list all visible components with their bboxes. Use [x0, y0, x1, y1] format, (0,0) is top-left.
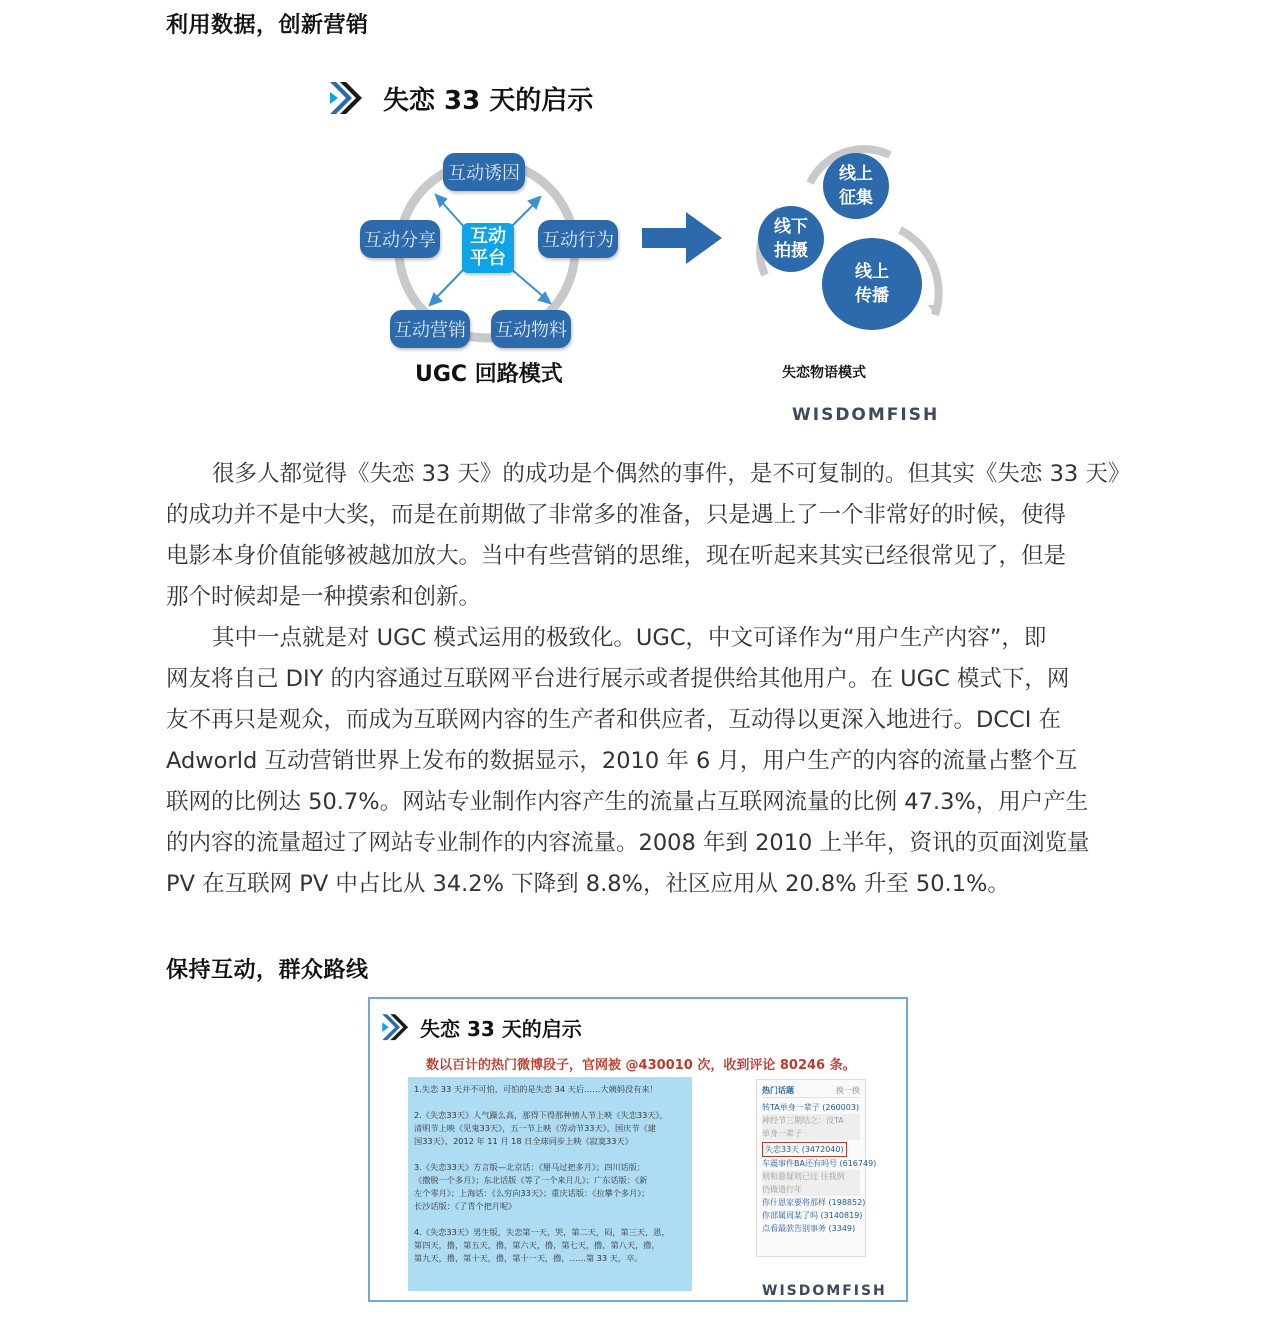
circle-online-spread	[822, 238, 922, 330]
paragraph-2-line: 其中一点就是对 UGC 模式运用的极致化。UGC，中文可译作为“用户生产内容”，即	[212, 625, 1047, 651]
joke-line: 4.《失恋33天》男生版，失恋第一天，哭，第二天，闷，第三天，恩，	[414, 1227, 670, 1237]
topic-item[interactable]: 车震事件BA还有吗号 (616749)	[762, 1159, 877, 1168]
paragraph-1-line: 电影本身价值能够被越加放大。当中有些营销的思维，现在听起来其实已经很常见了，但是	[166, 543, 1067, 569]
section-heading-2: 保持互动，群众路线	[166, 958, 369, 983]
joke-line: 清明节上映《见鬼33天》，五一节上映《劳动节33天》，国庆节《建	[414, 1123, 656, 1133]
topic-item[interactable]: 你部属周某了吗 (3140819)	[762, 1211, 863, 1220]
joke-line	[414, 1096, 686, 1109]
joke-line	[414, 1148, 686, 1161]
paragraph-2	[166, 618, 1114, 905]
paragraph-1	[166, 454, 1131, 618]
joke-line: 长沙话版：《了青个把月呢》	[414, 1201, 517, 1211]
center-line-2: 平台	[470, 248, 506, 269]
circle-2-line-1: 线下	[774, 217, 808, 237]
figure-weibo-screenshot	[368, 997, 908, 1302]
topic-item: 仍做道行年	[762, 1183, 860, 1196]
interaction-platform-node	[462, 223, 514, 273]
circle-2-line-2: 拍摄	[774, 241, 808, 261]
paragraph-2-line: PV 在互联网 PV 中占比从 34.2% 下降到 8.8%，社区应用从 20.8% 升至 50.1%。	[166, 871, 1010, 897]
circle-3-line-1: 线上	[855, 262, 889, 282]
figure-2-title: 失恋 33 天的启示	[420, 1017, 582, 1041]
section-heading-1: 利用数据，创新营销	[166, 13, 369, 38]
paragraph-2-line: Adworld 互动营销世界上发布的数据显示，2010 年 6 月，用户生产的内容的流量占整个互	[166, 748, 1078, 774]
wisdomfish-brand: WISDOMFISH	[792, 405, 940, 425]
joke-line: 第九天，撸，第十天，撸，第十一天，撸，……第 33 天，卒。	[414, 1253, 643, 1263]
wisdomfish-logo-icon	[378, 1011, 414, 1045]
topic-item: 单身一辈子	[762, 1127, 860, 1140]
center-line-1: 互动	[470, 226, 506, 247]
joke-line: 第四天，撸，第五天，撸，第六天，撸，第七天，撸，第八天，撸，	[414, 1240, 660, 1250]
joke-line: 3.《失恋33天》方言版—北京话：《掰马过把多月》；四川话版：	[414, 1162, 646, 1172]
circle-1-line-2: 征集	[839, 188, 873, 208]
figure-2-subtitle: 数以百计的热门微博段子，官网被 @430010 次，收到评论 80246 条。	[426, 1058, 856, 1073]
circle-offline-shoot	[758, 206, 824, 272]
ugc-caption: UGC 回路模式	[415, 362, 563, 387]
paragraph-2-line: 网友将自己 DIY 的内容通过互联网平台进行展示或者提供给其他用户。在 UGC 模式下，网	[166, 666, 1070, 692]
paragraph-2-line: 联网的比例达 50.7%。网站专业制作内容产生的流量占互联网流量的比例 47.3%，用户产生	[166, 789, 1089, 815]
hot-topics-header	[762, 1084, 860, 1098]
node-interaction-marketing: 互动营销	[390, 310, 470, 348]
circle-online-collect	[823, 153, 889, 219]
model-caption: 失恋物语模式	[782, 365, 866, 381]
paragraph-1-line: 的成功并不是中大奖，而是在前期做了非常多的准备，只是遇上了一个非常好的时候，使得	[166, 502, 1067, 528]
topic-item[interactable]: 点看最款告别事务 (3349)	[762, 1224, 856, 1233]
circle-1-line-1: 线上	[839, 164, 873, 184]
joke-line: 《撒脱一个多月》；东北话版《等了一个来月儿》；广东话版：《新	[414, 1175, 648, 1185]
node-interaction-behavior: 互动行为	[538, 220, 618, 258]
joke-line: 左个零月》；上海话：《么穷向33天》；重庆话版：《拉攀个多月》；	[414, 1188, 650, 1198]
topic-item: 则和悬疑则已过 往我例	[762, 1170, 860, 1183]
joke-line	[414, 1213, 686, 1226]
circle-3-line-2: 传播	[855, 286, 889, 306]
joke-line: 国33天》，2012 年 11 月 18 日全球同步上映《寂寞33天》	[414, 1136, 633, 1146]
node-interaction-sharing: 互动分享	[360, 220, 440, 258]
paragraph-2-line: 的内容的流量超过了网站专业制作的内容流量。2008 年到 2010 上半年，资讯的页面浏览量	[166, 830, 1090, 856]
hot-topics-title: 热门话题	[762, 1086, 794, 1095]
figure-title: 失恋 33 天的启示	[383, 86, 594, 116]
topic-item-highlighted[interactable]: 失恋33天 (3472040)	[762, 1142, 847, 1157]
right-arrow-icon	[640, 210, 724, 266]
topic-item[interactable]: 转TA单身一辈子 (260003)	[762, 1103, 860, 1112]
node-interaction-incentive: 互动诱因	[443, 153, 525, 191]
weibo-jokes-box	[408, 1077, 692, 1291]
paragraph-1-line: 那个时候却是一种摸索和创新。	[166, 584, 482, 610]
topic-item[interactable]: 你什恩家要将那样 (198852)	[762, 1198, 866, 1207]
figure-ugc-model	[0, 0, 1280, 440]
joke-line: 2.《失恋33天》人气躁么高，那得下得那种情人节上映《失恋33天》，	[414, 1110, 668, 1120]
node-interaction-material: 互动物料	[491, 310, 571, 348]
paragraph-2-line: 友不再只是观众，而成为互联网内容的生产者和供应者，互动得以更深入地进行。DCCI 在	[166, 707, 1062, 733]
hot-topics-panel	[756, 1079, 877, 1257]
paragraph-1-line: 很多人都觉得《失恋 33 天》的成功是个偶然的事件，是不可复制的。但其实《失恋 33 天》	[212, 461, 1131, 487]
joke-line: 1.失恋 33 天并不可怕，可怕的是失恋 34 天后……大姨妈没有来！	[414, 1084, 658, 1094]
wisdomfish-brand-2: WISDOMFISH	[762, 1283, 887, 1299]
wisdomfish-logo-icon	[326, 78, 368, 120]
topic-item: 神经节三期结之：没TA	[762, 1114, 860, 1127]
refresh-link[interactable]: 换一换	[836, 1086, 860, 1095]
